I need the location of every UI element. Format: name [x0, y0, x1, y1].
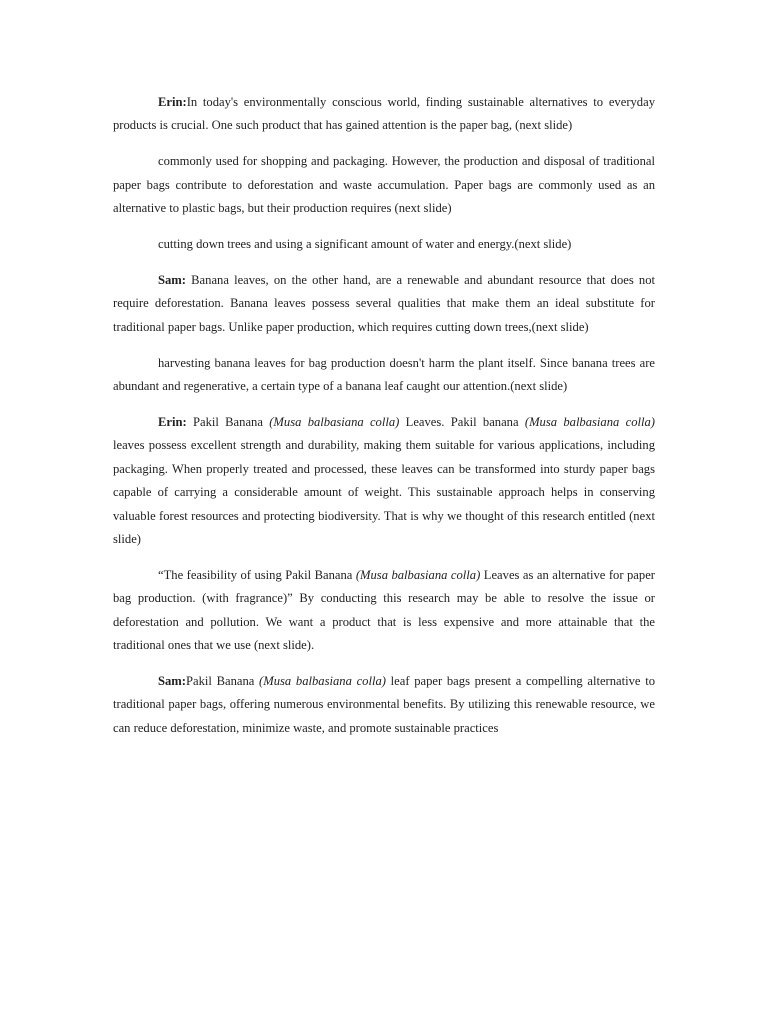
paragraph-text: leaves possess excellent strength and durability, making them suitable for various applications, including packaging. When properly treated and processed, these leaves can be transformed into sturdy paper bags capable of carrying a considerable amount of weight. This sustainable approach helps in conserving valuable forest resources and protecting biodiversity. That is why we thought of this research entitled (next slide) [113, 438, 655, 546]
paragraph-cutting-trees [113, 233, 655, 256]
paragraph-text: Pakil Banana [186, 414, 270, 429]
paragraph-text: harvesting banana leaves for bag production doesn't harm the plant itself. Since banana trees are abundant and regenerative, a certain type of a banana leaf caught our attention.(next slide) [113, 355, 655, 394]
paragraph-erin-pakil-banana [113, 411, 655, 551]
scientific-name: (Musa balbasiana colla) [524, 414, 655, 429]
paragraph-text: In today's environmentally conscious world, finding sustainable alternatives to everyday products is crucial. One such product that has gained attention is the paper bag, (next slide) [113, 95, 655, 133]
paragraph-text: commonly used for shopping and packaging. However, the production and disposal of traditional paper bags contribute to deforestation and waste accumulation. Paper bags are commonly used as an alternative to plastic bags, but their production requires (next slide) [113, 154, 655, 216]
paragraph-text: cutting down trees and using a significant amount of water and energy.(next slide) [158, 237, 572, 252]
scientific-name: (Musa balbasiana colla) [355, 567, 481, 582]
speaker-label: Erin: [158, 95, 187, 109]
paragraph-text: Leaves as an alternative for paper bag production. (with fragrance)” By conducting this research may be able to resolve the issue or deforestation and pollution. We want a product that is less expensive and more attainable that the traditional ones that we use (next slide). [113, 567, 655, 653]
paragraph-text: “The feasibility of using Pakil Banana [158, 567, 356, 582]
scientific-name: (Musa balbasiana colla) [259, 674, 386, 689]
paragraph-text: Banana leaves, on the other hand, are a renewable and abundant resource that does not require deforestation. Banana leaves possess several qualities that make them an ideal substitute for traditional paper bags. Unlike paper production, which requires cutting down trees,(next slide) [113, 272, 655, 334]
paragraph-erin-intro [113, 91, 655, 138]
paragraph-paper-bag-usage [113, 150, 655, 220]
paragraph-research-title [113, 564, 655, 658]
paragraph-sam-conclusion [113, 670, 655, 740]
scientific-name: (Musa balbasiana colla) [269, 414, 400, 429]
paragraph-text: leaf paper bags present a compelling alternative to traditional paper bags, offering numerous environmental benefits. By utilizing this renewable resource, we can reduce deforestation, minimize waste, and promote sustainable practices [113, 674, 655, 735]
speaker-label: Erin: [158, 414, 187, 429]
speaker-label: Sam: [158, 272, 186, 287]
paragraph-text: Leaves. Pakil banana [399, 414, 525, 429]
paragraph-harvesting [113, 352, 655, 399]
speaker-label: Sam: [158, 674, 186, 689]
paragraph-sam-banana-leaves [113, 269, 655, 339]
paragraph-text: Pakil Banana [186, 674, 260, 689]
document-page [113, 91, 655, 753]
